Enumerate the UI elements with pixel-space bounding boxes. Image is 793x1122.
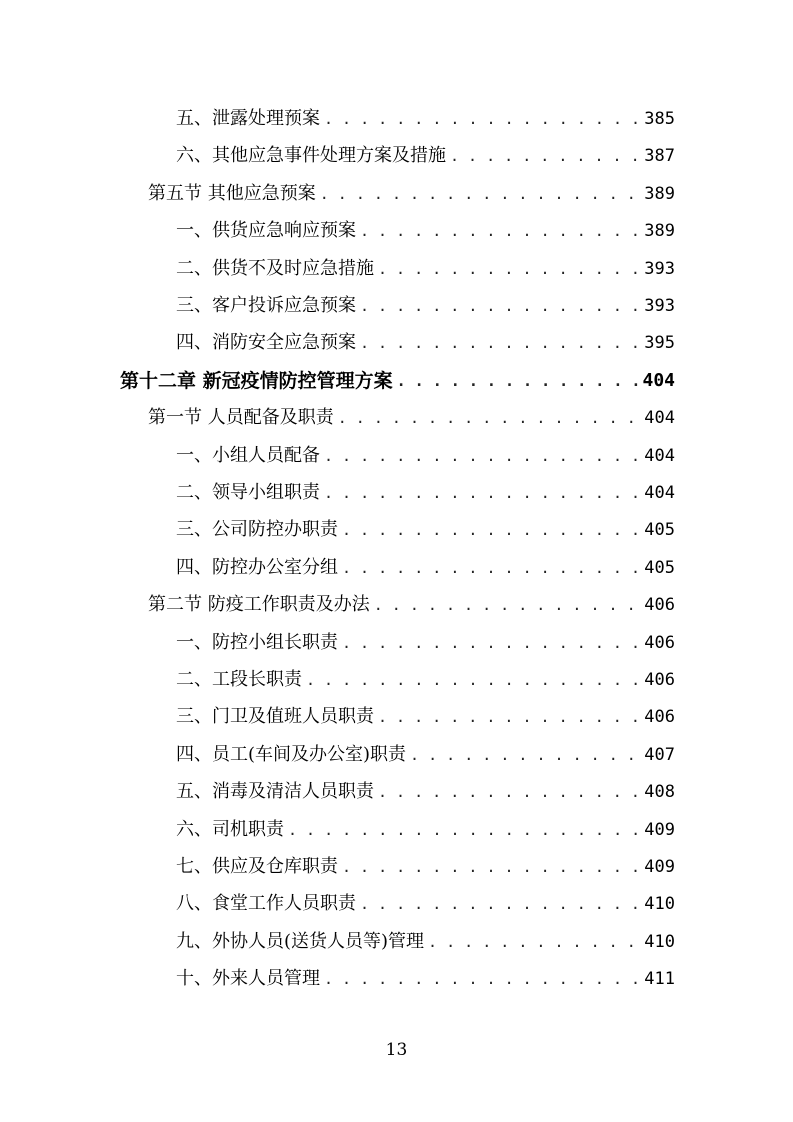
toc-entry[interactable]	[176, 515, 675, 545]
toc-entry[interactable]	[148, 590, 675, 620]
toc-dot-leader	[360, 291, 640, 321]
toc-dot-leader	[360, 216, 640, 246]
toc-dot-leader	[338, 403, 641, 433]
toc-entry-page-number: 404	[644, 483, 675, 503]
toc-entry-title: 二、供货不及时应急措施	[176, 257, 374, 279]
toc-dot-leader	[288, 815, 640, 845]
toc-entry[interactable]	[120, 366, 675, 396]
toc-entry-page-number: 410	[644, 894, 675, 915]
toc-entry-title: 五、消毒及清洁人员职责	[176, 781, 374, 803]
toc-dot-leader	[410, 740, 640, 770]
toc-entry-page-number: 395	[644, 333, 675, 354]
toc-entry-title: 六、其他应急事件处理方案及措施	[176, 145, 446, 167]
toc-dot-leader	[378, 254, 640, 284]
toc-entry-page-number: 387	[644, 146, 675, 167]
toc-entry[interactable]	[176, 478, 675, 508]
toc-entry-page-number: 407	[644, 744, 675, 765]
toc-entry-page-number: 385	[644, 109, 675, 129]
toc-entry[interactable]	[148, 403, 675, 433]
toc-dot-leader	[378, 702, 640, 732]
toc-entry[interactable]	[176, 889, 675, 919]
toc-dot-leader	[378, 777, 640, 807]
toc-entry-page-number: 408	[644, 782, 675, 803]
page-number: 13	[385, 1040, 408, 1060]
toc-entry-title: 二、工段长职责	[176, 669, 302, 690]
toc-entry-title: 第五节 其他应急预案	[148, 182, 316, 204]
toc-entry-page-number: 404	[644, 408, 675, 429]
toc-dot-leader	[397, 366, 639, 396]
toc-entry-page-number: 405	[644, 557, 675, 578]
toc-entry[interactable]	[176, 740, 675, 770]
toc-dot-leader	[320, 179, 641, 209]
toc-entry-title: 八、食堂工作人员职责	[176, 893, 356, 915]
toc-entry-page-number: 409	[644, 857, 675, 877]
toc-dot-leader	[428, 927, 640, 957]
toc-entry-title: 六、司机职责	[176, 818, 284, 840]
toc-entry[interactable]	[176, 553, 675, 583]
toc-entry[interactable]	[176, 254, 675, 284]
toc-dot-leader	[360, 889, 640, 919]
toc-entry-title: 十、外来人员管理	[176, 968, 320, 990]
toc-dot-leader	[342, 628, 640, 658]
toc-entry[interactable]	[176, 702, 675, 732]
toc-entry[interactable]	[176, 628, 675, 658]
toc-dot-leader	[324, 478, 640, 508]
toc-entry-title: 五、泄露处理预案	[176, 108, 320, 129]
toc-entry-title: 三、客户投诉应急预案	[176, 295, 356, 316]
toc-entry[interactable]	[148, 179, 675, 209]
toc-entry-page-number: 406	[644, 632, 675, 653]
toc-entry-page-number: 410	[644, 931, 675, 952]
toc-entry-title: 一、小组人员配备	[176, 444, 320, 466]
toc-entry-title: 七、供应及仓库职责	[176, 856, 338, 877]
toc-entry[interactable]	[176, 927, 675, 957]
toc-dot-leader	[306, 665, 640, 695]
toc-dot-leader	[450, 141, 640, 171]
toc-entry[interactable]	[176, 964, 675, 994]
toc-entry-title: 第一节 人员配备及职责	[148, 407, 334, 429]
toc-entry-title: 二、领导小组职责	[176, 482, 320, 503]
toc-entry-page-number: 404	[644, 445, 675, 466]
toc-entry-title: 三、公司防控办职责	[176, 519, 338, 541]
toc-entry[interactable]	[176, 852, 675, 882]
toc-dot-leader	[324, 104, 640, 134]
toc-entry-title: 一、防控小组长职责	[176, 631, 338, 653]
toc-dot-leader	[342, 852, 640, 882]
toc-entry-title: 第二节 防疫工作职责及办法	[148, 594, 370, 616]
toc-entry-page-number: 389	[644, 183, 675, 204]
toc-entry[interactable]	[176, 815, 675, 845]
toc-entry[interactable]	[176, 104, 675, 134]
toc-entry-page-number: 393	[644, 296, 675, 316]
toc-entry-page-number: 404	[642, 369, 675, 391]
toc-entry-page-number: 393	[644, 258, 675, 279]
toc-entry[interactable]	[176, 777, 675, 807]
toc-entry-title: 四、员工(车间及办公室)职责	[176, 743, 407, 765]
toc-entry[interactable]	[176, 291, 675, 321]
toc-entry-title: 一、供货应急响应预案	[176, 220, 356, 242]
toc-entry-page-number: 406	[644, 595, 675, 616]
toc-dot-leader	[324, 441, 640, 471]
toc-entry-page-number: 406	[644, 670, 675, 690]
toc-entry-title: 第十二章 新冠疫情防控管理方案	[120, 369, 393, 392]
toc-dot-leader	[342, 553, 640, 583]
toc-entry[interactable]	[176, 328, 675, 358]
toc-entry-title: 九、外协人员(送货人员等)管理	[176, 930, 425, 952]
toc-entry[interactable]	[176, 441, 675, 471]
toc-entry-title: 四、消防安全应急预案	[176, 332, 356, 354]
toc-entry-page-number: 411	[644, 969, 675, 990]
toc-dot-leader	[360, 328, 640, 358]
toc-entry-title: 四、防控办公室分组	[176, 556, 338, 578]
toc-entry[interactable]	[176, 141, 675, 171]
toc-entry[interactable]	[176, 665, 675, 695]
toc-entry-page-number: 405	[644, 520, 675, 541]
toc-entry-page-number: 409	[644, 819, 675, 840]
toc-dot-leader	[342, 515, 640, 545]
toc-entry[interactable]	[176, 216, 675, 246]
toc-dot-leader	[324, 964, 640, 994]
toc-entry-title: 三、门卫及值班人员职责	[176, 706, 374, 728]
toc-entry-page-number: 406	[644, 707, 675, 728]
toc-entry-page-number: 389	[644, 221, 675, 242]
toc-dot-leader	[374, 590, 641, 620]
